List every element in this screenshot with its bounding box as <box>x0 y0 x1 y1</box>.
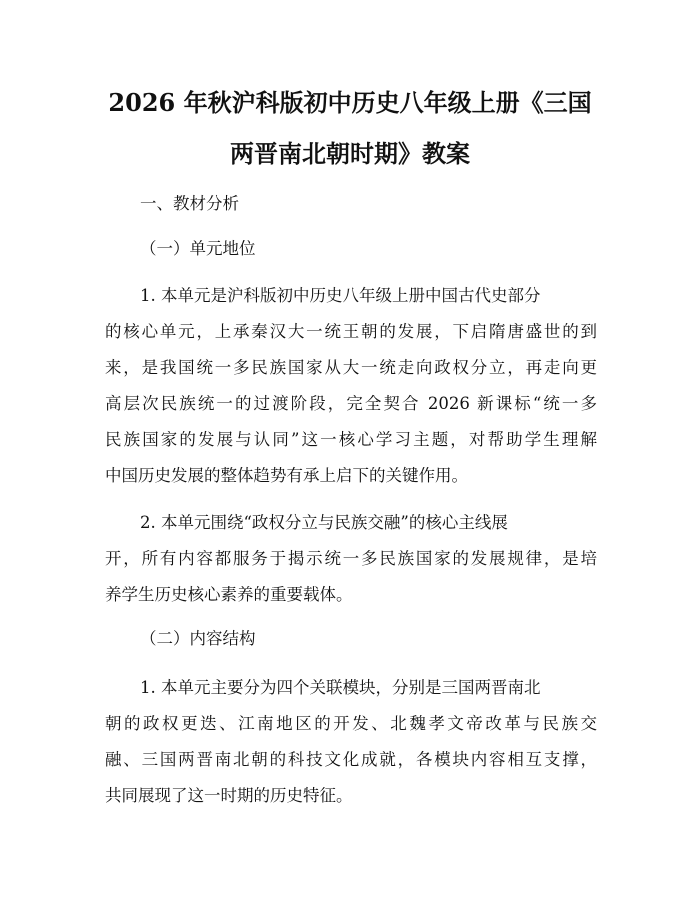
paragraph-1-line-4: 高层次民族统一的过渡阶段，完全契合 2026 新课标“统一多 <box>105 394 597 413</box>
paragraph-2-line-2: 开，所有内容都服务于揭示统一多民族国家的发展规律，是培 <box>105 549 597 568</box>
paragraph-3-line-1: 1. 本单元主要分为四个关联模块，分别是三国两晋南北 <box>140 678 541 697</box>
paragraph-1-line-1: 1. 本单元是沪科版初中历史八年级上册中国古代史部分 <box>140 286 541 305</box>
paragraph-1-line-6: 中国历史发展的整体趋势有承上启下的关键作用。 <box>105 466 468 485</box>
paragraph-3-line-2: 朝的政权更迭、江南地区的开发、北魏孝文帝改革与民族交 <box>105 714 597 733</box>
paragraph-1-line-5: 民族国家的发展与认同”这一核心学习主题，对帮助学生理解 <box>105 430 597 449</box>
document-title-line-1: 2026 年秋沪科版初中历史八年级上册《三国 <box>108 88 592 117</box>
paragraph-3-line-3: 融、三国两晋南北朝的科技文化成就，各模块内容相互支撑， <box>105 750 597 769</box>
subsection-heading-content-structure: （二）内容结构 <box>140 629 256 648</box>
paragraph-2-line-1: 2. 本单元围绕“政权分立与民族交融”的核心主线展 <box>140 513 508 532</box>
paragraph-1-line-2: 的核心单元，上承秦汉大一统王朝的发展，下启隋唐盛世的到 <box>105 322 597 341</box>
paragraph-1-line-3: 来，是我国统一多民族国家从大一统走向政权分立，再走向更 <box>105 358 597 377</box>
document-title-line-2: 两晋南北朝时期》教案 <box>230 139 470 168</box>
paragraph-3-line-4: 共同展现了这一时期的历史特征。 <box>105 786 353 805</box>
subsection-heading-unit-position: （一）单元地位 <box>140 239 256 258</box>
paragraph-2-line-3: 养学生历史核心素养的重要载体。 <box>105 585 353 604</box>
section-heading-textbook-analysis: 一、教材分析 <box>140 194 239 213</box>
